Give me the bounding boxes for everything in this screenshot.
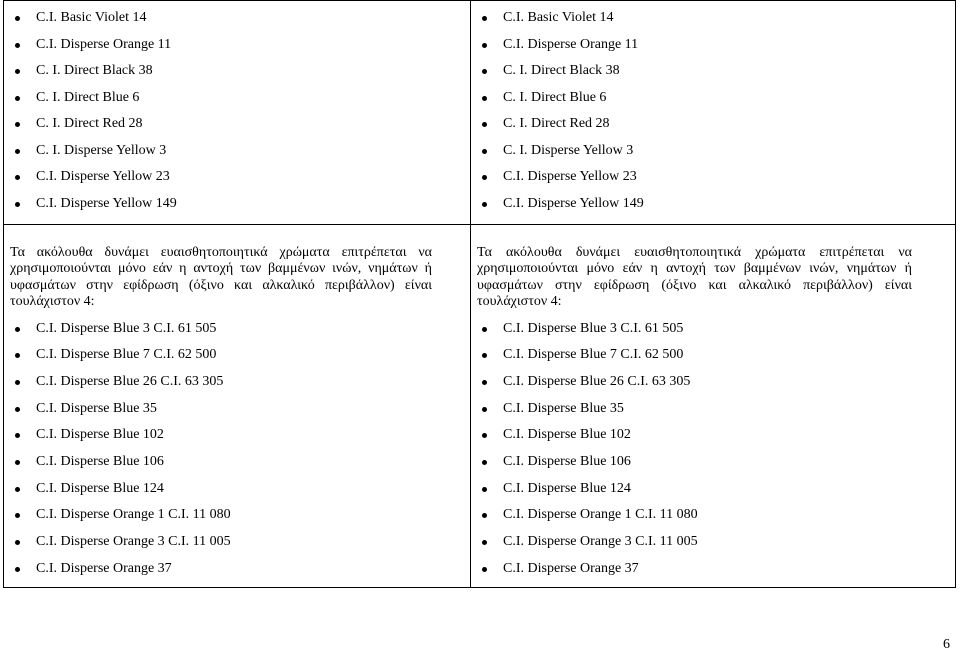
list-item — [477, 320, 912, 338]
list-item-text: C.I. Disperse Blue 7 C.I. 62 500 — [503, 347, 684, 363]
list-item-text: C.I. Disperse Blue 35 — [36, 400, 157, 416]
list-item — [10, 400, 432, 418]
list-item — [10, 142, 460, 160]
left-top-cell — [10, 9, 460, 221]
list-item-text: C. I. Direct Red 28 — [503, 116, 610, 131]
list-item — [10, 453, 432, 471]
table-row-divider — [3, 224, 956, 225]
list-item-text: C.I. Disperse Blue 3 C.I. 61 505 — [36, 320, 217, 336]
list-item — [10, 168, 460, 186]
bullet-icon — [482, 96, 487, 101]
list-item — [477, 560, 912, 578]
bullet-icon — [482, 122, 487, 127]
list-item — [477, 115, 947, 133]
list-item-text: C.I. Disperse Blue 7 C.I. 62 500 — [36, 347, 217, 363]
bullet-icon — [15, 43, 20, 48]
list-item — [477, 62, 947, 80]
list-item-text: C.I. Disperse Orange 37 — [503, 560, 639, 576]
bullet-icon — [482, 513, 487, 518]
table-column-divider — [470, 0, 471, 588]
list-item — [10, 195, 460, 213]
left-bottom-dye-list — [10, 320, 432, 578]
bullet-icon — [15, 407, 20, 412]
bullet-icon — [15, 122, 20, 127]
list-item-text: C.I. Disperse Blue 102 — [36, 427, 164, 443]
bullet-icon — [15, 460, 20, 465]
bullet-icon — [15, 149, 20, 154]
bullet-icon — [15, 96, 20, 101]
list-item-text: C.I. Disperse Yellow 149 — [503, 195, 644, 211]
list-item-text: C.I. Disperse Yellow 149 — [36, 195, 177, 211]
list-item-text: C.I. Basic Violet 14 — [36, 10, 147, 25]
bullet-icon — [15, 380, 20, 385]
list-item-text: C.I. Disperse Orange 3 C.I. 11 005 — [36, 534, 231, 550]
list-item-text: C.I. Disperse Blue 26 C.I. 63 305 — [36, 374, 224, 389]
list-item — [477, 168, 947, 186]
list-item — [477, 89, 947, 107]
list-item — [10, 506, 432, 524]
list-item-text: C.I. Disperse Yellow 23 — [503, 169, 637, 184]
list-item-text: C. I. Disperse Yellow 3 — [36, 142, 167, 158]
list-item — [10, 533, 432, 551]
list-item — [477, 346, 912, 364]
list-item — [10, 560, 432, 578]
bullet-icon — [482, 202, 487, 207]
list-item-text: C.I. Disperse Orange 1 C.I. 11 080 — [503, 507, 698, 523]
list-item — [477, 533, 912, 551]
list-item — [10, 426, 432, 444]
bullet-icon — [15, 433, 20, 438]
table-border-left — [3, 0, 4, 588]
table-border-top — [3, 0, 956, 1]
list-item-text: C.I. Disperse Blue 35 — [503, 400, 624, 416]
bullet-icon — [482, 327, 487, 332]
list-item-text: C. I. Direct Black 38 — [36, 63, 153, 78]
bullet-icon — [15, 540, 20, 545]
list-item-text: C. I. Direct Blue 6 — [36, 89, 140, 105]
bullet-icon — [482, 149, 487, 154]
list-item — [10, 346, 432, 364]
list-item-text: C.I. Disperse Orange 11 — [503, 36, 639, 52]
list-item-text: C. I. Direct Blue 6 — [503, 89, 607, 105]
bullet-icon — [482, 43, 487, 48]
list-item — [10, 62, 460, 80]
list-item — [10, 89, 460, 107]
list-item-text: C.I. Disperse Blue 26 C.I. 63 305 — [503, 374, 691, 389]
list-item — [477, 36, 947, 54]
right-paragraph: Τα ακόλουθα δυνάμει ευαισθητοποιητικά χρώματα επιτρέπεται να χρησιμοποιούνται μόνο εάν η αντοχή των βαμμένων ινών, νημάτων ή υφασμάτων στην εφίδρωση (όξινο και αλκαλικό περιβάλλον) είναι τουλάχιστον 4: — [477, 245, 912, 310]
left-paragraph: Τα ακόλουθα δυνάμει ευαισθητοποιητικά χρώματα επιτρέπεται να χρησιμοποιούνται μόνο εάν η αντοχή των βαμμένων ινών, νημάτων ή υφασμάτων στην εφίδρωση (όξινο και αλκαλικό περιβάλλον) είναι τουλάχιστον 4: — [10, 245, 432, 310]
list-item-text: C.I. Disperse Orange 11 — [36, 36, 172, 52]
right-top-cell — [477, 9, 947, 221]
list-item — [10, 9, 460, 27]
list-item — [477, 195, 947, 213]
list-item-text: C. I. Direct Red 28 — [36, 116, 143, 131]
bullet-icon — [15, 16, 20, 21]
list-item — [10, 480, 432, 498]
table-border-right — [955, 0, 956, 588]
list-item-text: C.I. Disperse Blue 106 — [36, 454, 164, 470]
bullet-icon — [482, 380, 487, 385]
list-item-text: C. I. Direct Black 38 — [503, 63, 620, 78]
bullet-icon — [15, 353, 20, 358]
bullet-icon — [482, 540, 487, 545]
list-item — [477, 453, 912, 471]
list-item-text: C.I. Disperse Blue 106 — [503, 454, 631, 470]
list-item-text: C. I. Disperse Yellow 3 — [503, 142, 634, 158]
bullet-icon — [482, 433, 487, 438]
list-item-text: C.I. Disperse Blue 124 — [503, 480, 631, 496]
list-item-text: C.I. Disperse Orange 37 — [36, 560, 172, 576]
list-item-text: C.I. Disperse Blue 3 C.I. 61 505 — [503, 320, 684, 336]
bullet-icon — [482, 567, 487, 572]
list-item — [10, 373, 432, 391]
bullet-icon — [15, 327, 20, 332]
right-bottom-cell — [477, 245, 912, 587]
bullet-icon — [15, 69, 20, 74]
list-item-text: C.I. Disperse Orange 3 C.I. 11 005 — [503, 534, 698, 550]
bullet-icon — [482, 407, 487, 412]
bullet-icon — [482, 487, 487, 492]
left-bottom-cell — [10, 245, 432, 587]
list-item — [477, 373, 912, 391]
list-item — [477, 480, 912, 498]
bullet-icon — [15, 175, 20, 180]
list-item-text: C.I. Disperse Blue 124 — [36, 480, 164, 496]
bullet-icon — [15, 567, 20, 572]
bullet-icon — [482, 353, 487, 358]
bullet-icon — [15, 513, 20, 518]
list-item-text: C.I. Disperse Orange 1 C.I. 11 080 — [36, 507, 231, 523]
list-item-text: C.I. Basic Violet 14 — [503, 10, 614, 25]
bullet-icon — [15, 202, 20, 207]
right-bottom-dye-list — [477, 320, 912, 578]
list-item — [10, 36, 460, 54]
list-item — [10, 115, 460, 133]
list-item — [10, 320, 432, 338]
list-item — [477, 400, 912, 418]
list-item — [477, 142, 947, 160]
bullet-icon — [15, 487, 20, 492]
list-item — [477, 506, 912, 524]
list-item-text: C.I. Disperse Yellow 23 — [36, 169, 170, 184]
list-item-text: C.I. Disperse Blue 102 — [503, 427, 631, 443]
left-top-dye-list — [10, 9, 460, 213]
bullet-icon — [482, 460, 487, 465]
list-item — [477, 9, 947, 27]
bullet-icon — [482, 69, 487, 74]
page-number: 6 — [943, 637, 950, 652]
bullet-icon — [482, 16, 487, 21]
right-top-dye-list — [477, 9, 947, 213]
bullet-icon — [482, 175, 487, 180]
list-item — [477, 426, 912, 444]
table-border-bottom — [3, 587, 956, 588]
